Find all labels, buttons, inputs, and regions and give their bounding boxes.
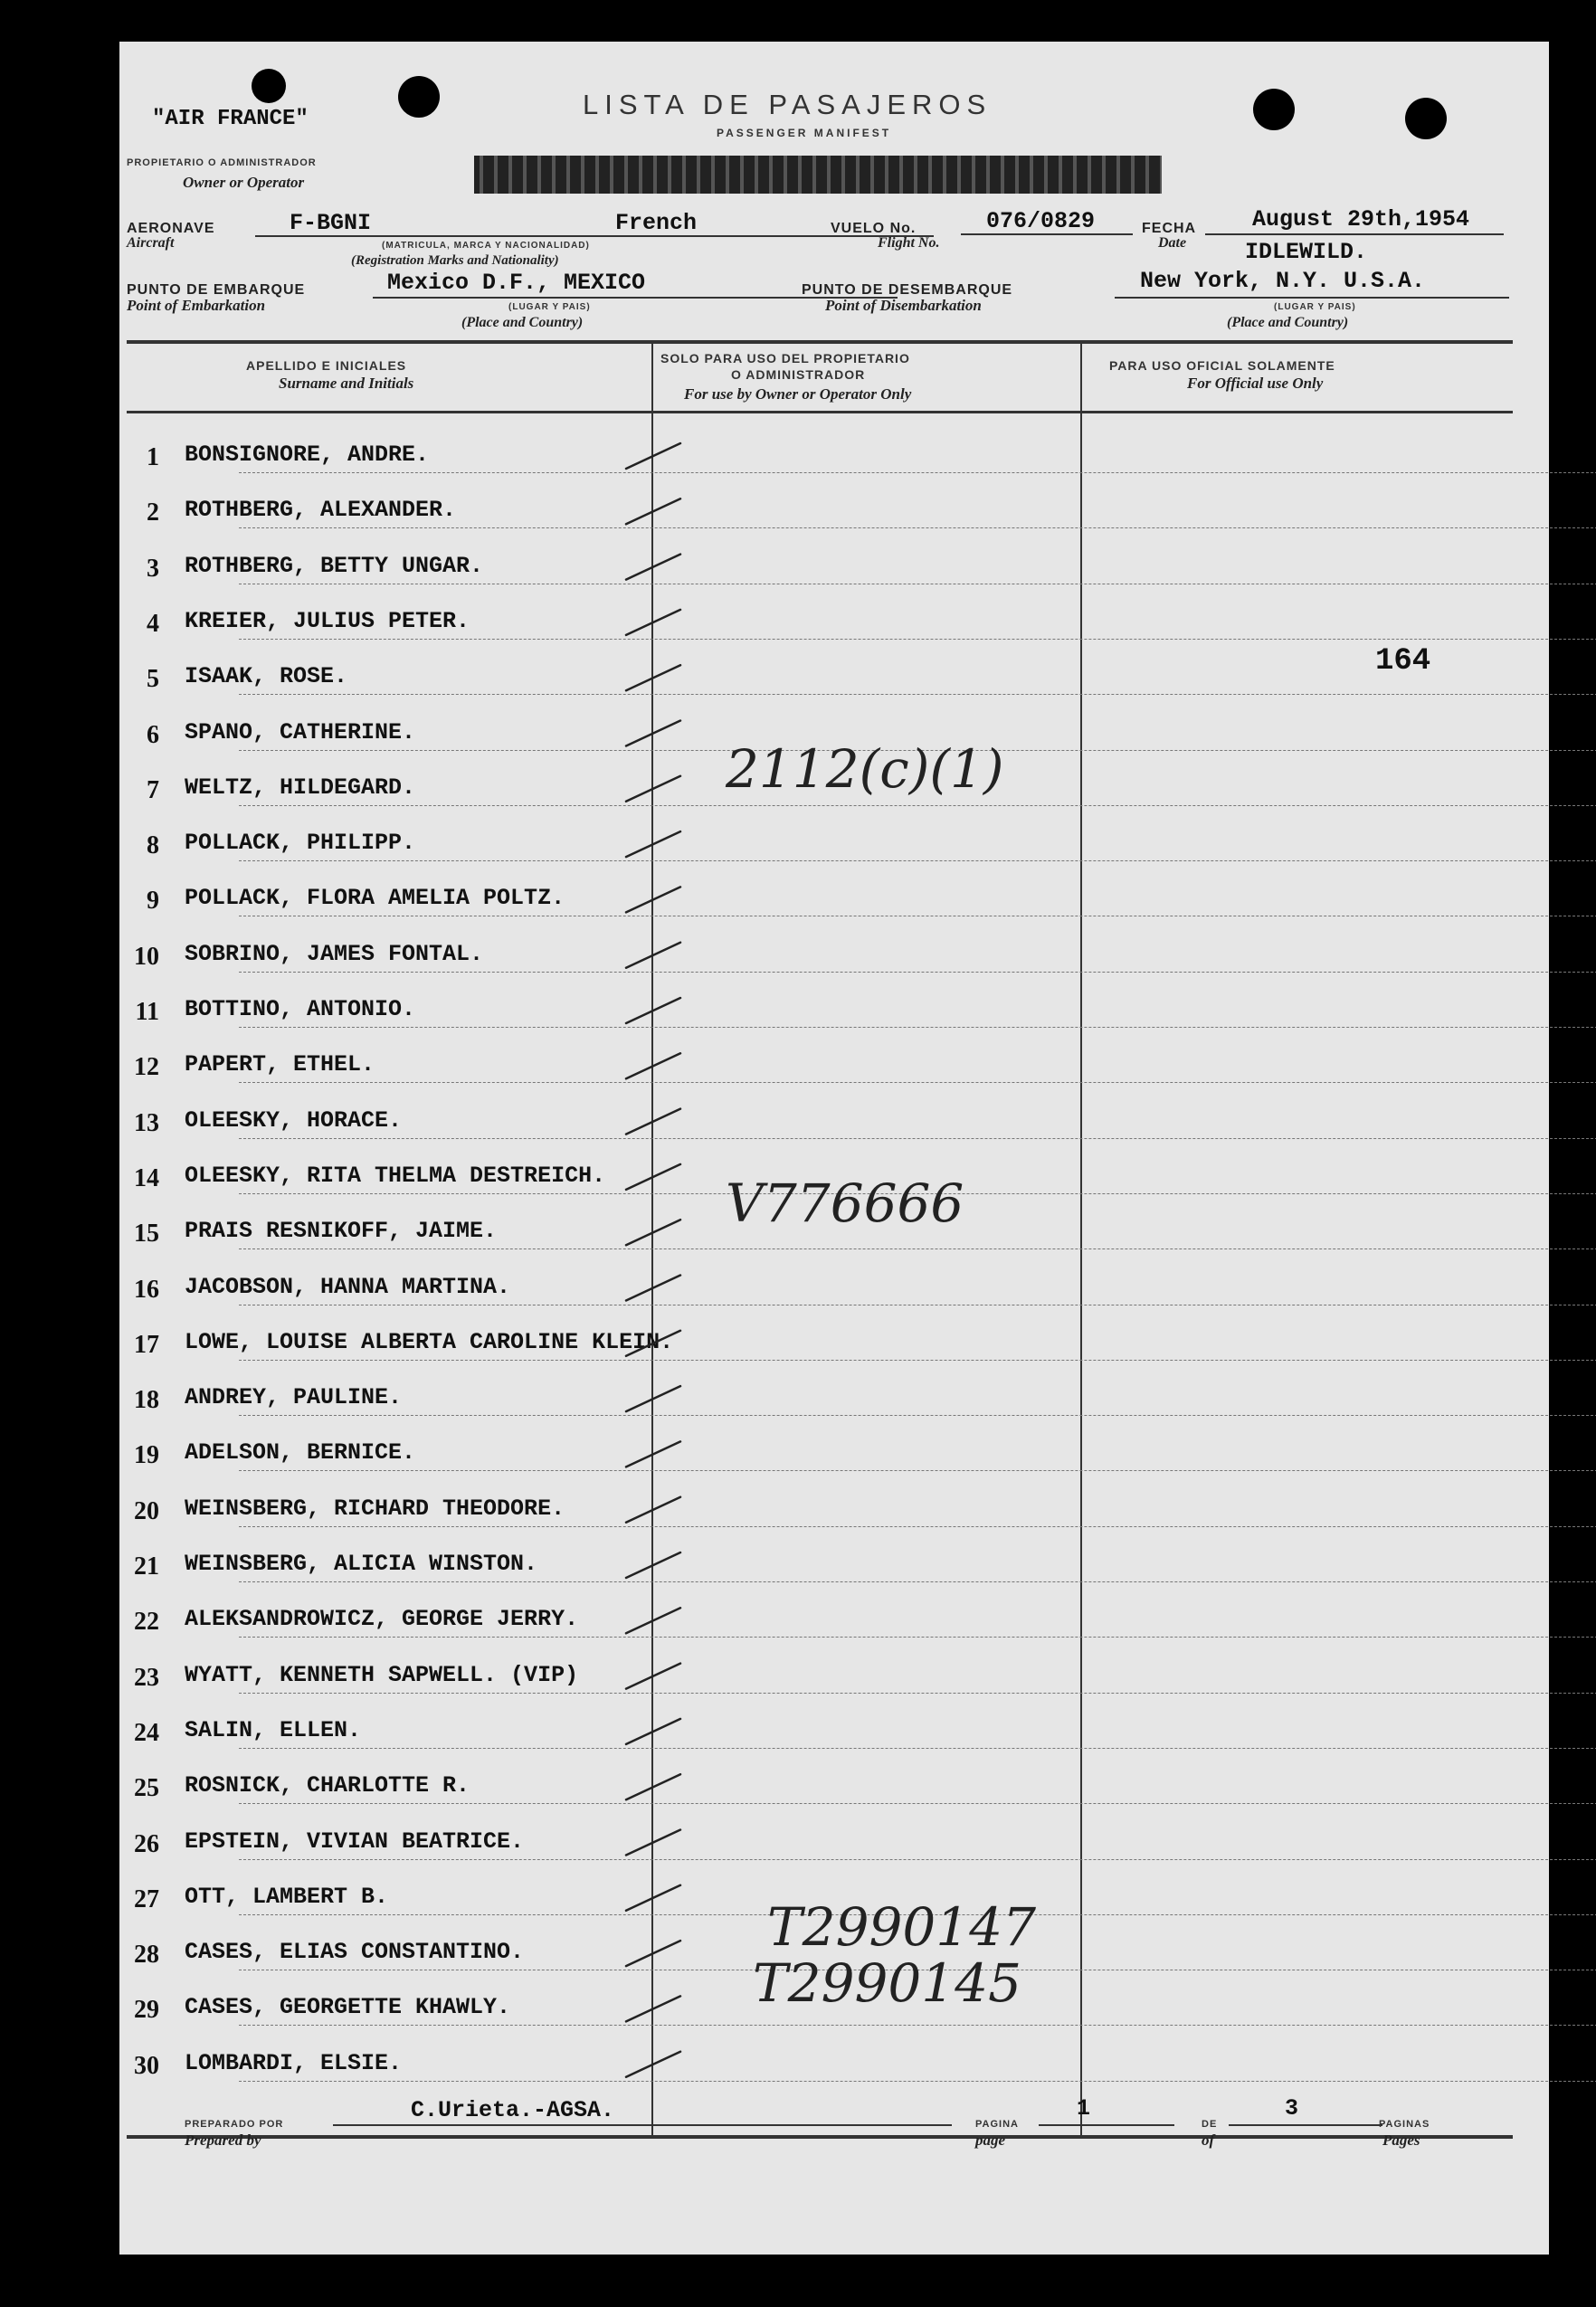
col-name-header: APELLIDO E INICIALES xyxy=(246,358,407,373)
disembark-place-note-en: (Place and Country) xyxy=(1227,315,1349,330)
row-number: 7 xyxy=(147,775,159,804)
row-rule xyxy=(239,1859,1596,1860)
row-number: 22 xyxy=(134,1608,159,1637)
passenger-name: WEINSBERG, RICHARD THEODORE. xyxy=(185,1495,565,1522)
tick-mark xyxy=(626,1441,680,1467)
row-number: 4 xyxy=(147,609,159,638)
embark-place: Mexico D.F., MEXICO xyxy=(387,270,646,296)
row-number: 29 xyxy=(134,1996,159,2025)
passenger-name: LOMBARDI, ELSIE. xyxy=(185,2049,403,2076)
row-rule xyxy=(239,472,1596,473)
manifest-subtitle: PASSENGER MANIFEST xyxy=(717,127,892,139)
row-rule xyxy=(239,1415,1596,1416)
handwritten-number-row28: T2990147 xyxy=(767,1896,1036,1958)
disembark-label-en: Point of Disembarkation xyxy=(825,297,982,314)
page-label: PAGINA xyxy=(975,2119,1019,2130)
row-number: 12 xyxy=(134,1053,159,1082)
passenger-name: SALIN, ELLEN. xyxy=(185,1716,362,1743)
handwritten-number-row15: V776666 xyxy=(726,1172,964,1234)
col-name-header-en: Surname and Initials xyxy=(279,375,414,392)
row-rule xyxy=(239,1637,1596,1638)
passenger-name: OLEESKY, HORACE. xyxy=(185,1106,403,1134)
redacted-owner xyxy=(474,156,1162,194)
total-pages: 3 xyxy=(1285,2095,1299,2122)
row-rule xyxy=(239,1748,1596,1749)
tick-mark xyxy=(626,1608,680,1633)
row-rule xyxy=(239,1803,1596,1804)
row-number: 26 xyxy=(134,1829,159,1858)
airline-name: "AIR FRANCE" xyxy=(152,107,309,131)
of-label-en: of xyxy=(1202,2131,1215,2149)
tick-mark xyxy=(626,1941,680,1966)
passenger-name: WELTZ, HILDEGARD. xyxy=(185,774,416,801)
passenger-name: SOBRINO, JAMES FONTAL. xyxy=(185,940,484,967)
tick-mark xyxy=(626,1053,680,1078)
row-rule xyxy=(239,805,1596,806)
tick-mark xyxy=(626,776,680,802)
row-rule xyxy=(239,1693,1596,1694)
tick-mark xyxy=(626,665,680,690)
passenger-name: SPANO, CATHERINE. xyxy=(185,718,416,745)
passenger-name: OTT, LAMBERT B. xyxy=(185,1883,389,1910)
passenger-name: CASES, GEORGETTE KHAWLY. xyxy=(185,1994,511,2021)
tick-mark xyxy=(626,1497,680,1523)
tick-mark xyxy=(626,1664,680,1689)
col-official-header: PARA USO OFICIAL SOLAMENTE xyxy=(1109,358,1335,373)
tick-mark xyxy=(626,2052,680,2077)
prepared-label-en: Prepared by xyxy=(185,2131,261,2149)
row-number: 2 xyxy=(147,498,159,527)
row-number: 23 xyxy=(134,1663,159,1692)
row-number: 25 xyxy=(134,1774,159,1803)
date-label: FECHA xyxy=(1142,221,1197,236)
passenger-name: ROSNICK, CHARLOTTE R. xyxy=(185,1772,470,1799)
passenger-name: BONSIGNORE, ANDRE. xyxy=(185,441,430,468)
row-number: 27 xyxy=(134,1885,159,1913)
row-rule xyxy=(239,527,1596,528)
row-number: 20 xyxy=(134,1496,159,1525)
row-rule xyxy=(239,694,1596,695)
punch-hole xyxy=(1405,98,1447,139)
handwritten-number-row29: T2990145 xyxy=(753,1952,1021,2014)
tick-mark xyxy=(626,1164,680,1190)
punch-hole xyxy=(398,76,440,118)
passenger-name: ADELSON, BERNICE. xyxy=(185,1439,416,1467)
row-number: 28 xyxy=(134,1941,159,1970)
tick-mark xyxy=(626,943,680,968)
tick-mark xyxy=(626,1830,680,1856)
punch-hole xyxy=(1253,89,1295,130)
embark-place-note: (LUGAR Y PAIS) xyxy=(508,302,591,312)
passenger-name: WYATT, KENNETH SAPWELL. (VIP) xyxy=(185,1661,579,1688)
row-number: 3 xyxy=(147,554,159,583)
manifest-title: LISTA DE PASAJEROS xyxy=(583,89,993,120)
tick-mark xyxy=(626,998,680,1023)
tick-mark xyxy=(626,887,680,912)
tick-mark xyxy=(626,1774,680,1799)
flight-date: August 29th,1954 xyxy=(1252,206,1470,233)
row-rule xyxy=(239,1360,1596,1361)
embark-place-note-en: (Place and Country) xyxy=(461,315,584,330)
passenger-name: LOWE, LOUISE ALBERTA CAROLINE KLEIN. xyxy=(185,1328,674,1355)
row-number: 6 xyxy=(147,720,159,749)
passenger-name: ISAAK, ROSE. xyxy=(185,663,348,690)
row-number: 30 xyxy=(134,2051,159,2080)
row-number: 21 xyxy=(134,1552,159,1581)
punch-hole xyxy=(252,69,286,103)
row-number: 14 xyxy=(134,1163,159,1192)
tick-mark xyxy=(626,443,680,469)
passenger-name: PAPERT, ETHEL. xyxy=(185,1051,375,1078)
aircraft-label: AERONAVE xyxy=(127,221,215,236)
prepared-by: C.Urieta.-AGSA. xyxy=(411,2097,615,2123)
manifest-sheet xyxy=(119,42,1549,2255)
pages-label-en: Pages xyxy=(1382,2131,1420,2149)
tick-mark xyxy=(626,555,680,580)
flight-number: 076/0829 xyxy=(986,208,1096,234)
of-label: DE xyxy=(1202,2119,1218,2130)
tick-mark xyxy=(626,1109,680,1135)
row-rule xyxy=(239,1138,1596,1139)
row-rule xyxy=(239,1526,1596,1527)
row-number: 10 xyxy=(134,942,159,971)
tick-mark xyxy=(626,1719,680,1744)
row-rule xyxy=(239,1082,1596,1083)
passenger-name: ROTHBERG, BETTY UNGAR. xyxy=(185,552,484,579)
passenger-name: CASES, ELIAS CONSTANTINO. xyxy=(185,1939,525,1966)
row-number: 1 xyxy=(147,443,159,471)
handwritten-code-row7: 2112(c)(1) xyxy=(726,738,1004,800)
tick-mark xyxy=(626,1996,680,2021)
tick-mark xyxy=(626,610,680,635)
row-number: 11 xyxy=(135,998,159,1026)
row-number: 8 xyxy=(147,831,159,860)
row-number: 13 xyxy=(134,1108,159,1137)
tick-mark xyxy=(626,1386,680,1411)
embark-label: PUNTO DE EMBARQUE xyxy=(127,282,306,298)
tick-mark xyxy=(626,498,680,524)
passenger-name: ANDREY, PAULINE. xyxy=(185,1384,403,1411)
page-number: 1 xyxy=(1077,2095,1091,2122)
row-rule xyxy=(239,1027,1596,1028)
tick-mark xyxy=(626,1885,680,1911)
aircraft-note-en: (Registration Marks and Nationality) xyxy=(351,253,559,268)
tick-mark xyxy=(626,831,680,857)
prepared-label: PREPARADO POR xyxy=(185,2119,284,2130)
row-rule xyxy=(239,2081,1596,2082)
row-number: 17 xyxy=(134,1330,159,1359)
tick-mark xyxy=(626,1552,680,1578)
col-owner-header: SOLO PARA USO DEL PROPIETARIO xyxy=(660,351,910,366)
row-number: 19 xyxy=(134,1441,159,1470)
flight-label: VUELO No. xyxy=(831,221,917,236)
row-rule xyxy=(239,1581,1596,1582)
owner-label: PROPIETARIO O ADMINISTRADOR xyxy=(127,157,317,168)
aircraft-registration: F-BGNI xyxy=(290,210,372,236)
row-number: 16 xyxy=(134,1275,159,1304)
row-number: 15 xyxy=(134,1220,159,1248)
passenger-name: JACOBSON, HANNA MARTINA. xyxy=(185,1273,511,1300)
official-number: 164 xyxy=(1375,644,1431,679)
row-number: 24 xyxy=(134,1718,159,1747)
passenger-name: WEINSBERG, ALICIA WINSTON. xyxy=(185,1551,538,1577)
owner-label-en: Owner or Operator xyxy=(183,174,305,191)
date-label-en: Date xyxy=(1158,235,1187,251)
row-rule xyxy=(239,860,1596,861)
aircraft-note: (MATRICULA, MARCA Y NACIONALIDAD) xyxy=(382,241,590,251)
row-rule xyxy=(239,1248,1596,1249)
row-rule xyxy=(239,639,1596,640)
passenger-name: ALEKSANDROWICZ, GEORGE JERRY. xyxy=(185,1606,579,1633)
row-number: 18 xyxy=(134,1386,159,1415)
passenger-name: PRAIS RESNIKOFF, JAIME. xyxy=(185,1218,498,1245)
disembark-place-note: (LUGAR Y PAIS) xyxy=(1274,302,1356,312)
passenger-name: ROTHBERG, ALEXANDER. xyxy=(185,497,457,524)
tick-mark xyxy=(626,721,680,746)
passenger-name: BOTTINO, ANTONIO. xyxy=(185,996,416,1022)
passenger-name: POLLACK, FLORA AMELIA POLTZ. xyxy=(185,885,565,912)
col-official-header-en: For Official use Only xyxy=(1187,375,1324,392)
row-number: 9 xyxy=(147,887,159,916)
pages-label: PAGINAS xyxy=(1379,2119,1430,2130)
flight-label-en: Flight No. xyxy=(878,235,940,251)
passenger-name: POLLACK, PHILIPP. xyxy=(185,830,416,857)
row-rule xyxy=(239,972,1596,973)
row-rule xyxy=(239,2025,1596,2026)
tick-mark xyxy=(626,1220,680,1245)
disembark-label: PUNTO DE DESEMBARQUE xyxy=(802,282,1013,298)
embark-label-en: Point of Embarkation xyxy=(127,297,266,314)
disembark-airport: IDLEWILD. xyxy=(1245,239,1368,265)
row-rule xyxy=(239,1470,1596,1471)
row-number: 5 xyxy=(147,665,159,694)
aircraft-label-en: Aircraft xyxy=(127,235,175,251)
disembark-place: New York, N.Y. U.S.A. xyxy=(1140,268,1426,294)
page-label-en: page xyxy=(975,2131,1006,2149)
col-owner-header-en: For use by Owner or Operator Only xyxy=(684,385,912,403)
passenger-name: OLEESKY, RITA THELMA DESTREICH. xyxy=(185,1162,606,1189)
passenger-name: EPSTEIN, VIVIAN BEATRICE. xyxy=(185,1828,525,1855)
passenger-name: KREIER, JULIUS PETER. xyxy=(185,607,470,634)
aircraft-nationality: French xyxy=(615,210,698,236)
col-owner-header-2: O ADMINISTRADOR xyxy=(731,367,866,382)
tick-mark xyxy=(626,1276,680,1301)
